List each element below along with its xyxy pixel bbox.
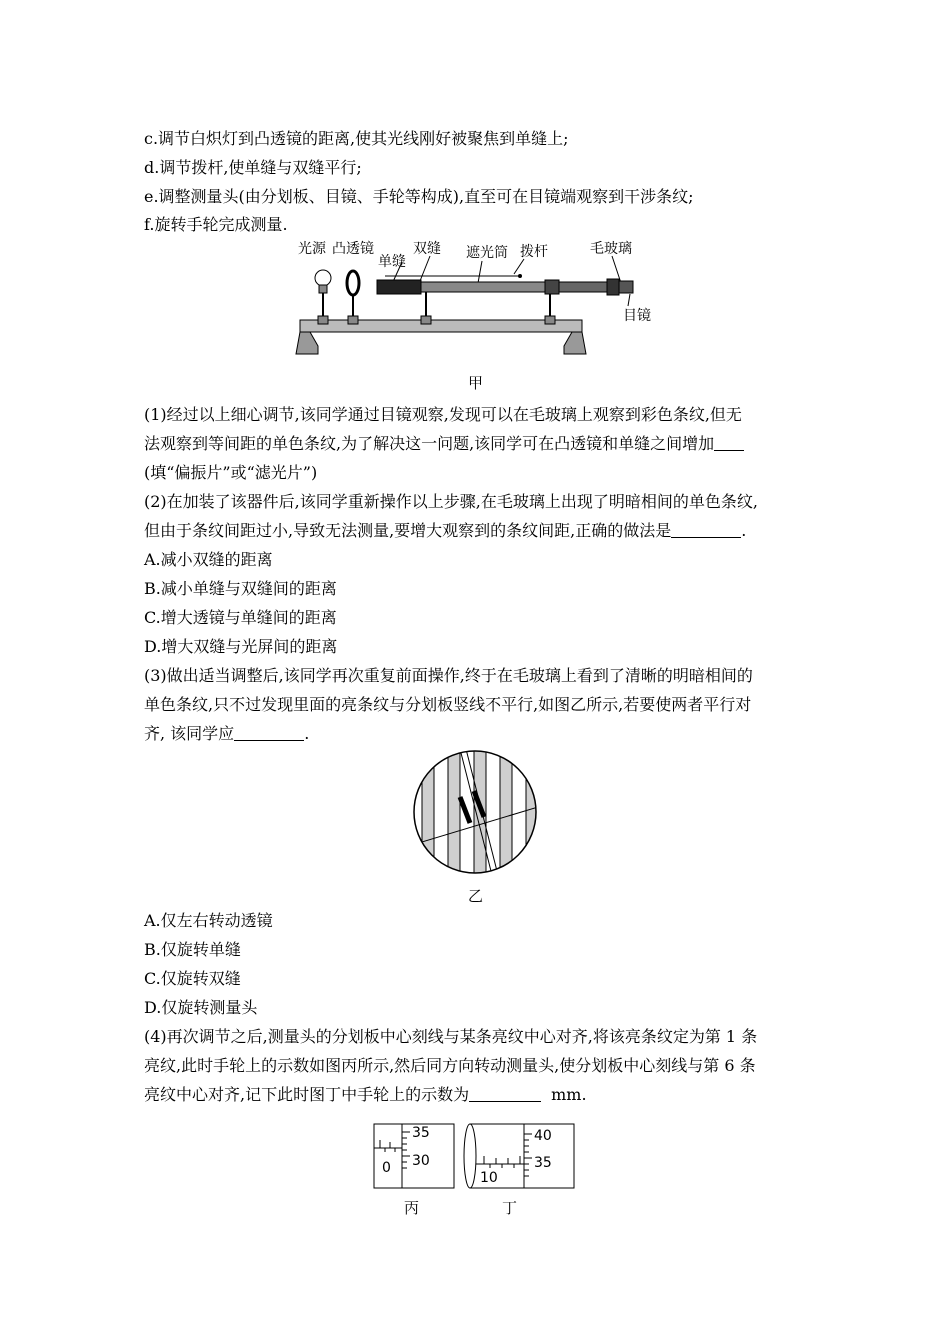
bing-main-scale: 0: [382, 1160, 391, 1176]
optical-rail-icon: [296, 316, 586, 354]
label-convex-lens: 凸透镜: [332, 241, 374, 257]
figure-jia-apparatus: [290, 236, 670, 366]
q4-line2: 亮纹,此时手轮上的示数如图丙所示,然后同方向转动测量头,使分划板中心刻线与第 6 条: [144, 1056, 756, 1075]
q3-line2: 单色条纹,只不过发现里面的亮条纹与分划板竖线不平行,如图乙所示,若要使两者平行对: [144, 695, 752, 714]
step-d: d.调节拨杆,使单缝与双缝平行;: [144, 158, 362, 177]
q4-line3: 亮纹中心对齐,记下此时图丁中手轮上的示数为 mm.: [144, 1085, 587, 1104]
figure-ding-micrometer: [460, 1120, 580, 1195]
bulb-icon: [315, 270, 331, 320]
q1-line3: (填“偏振片”或“滤光片”): [144, 463, 318, 482]
figure-bing-caption: 丙: [404, 1199, 420, 1217]
label-single-slit: 单缝: [378, 254, 406, 270]
q2-option-d: D.增大双缝与光屏间的距离: [144, 637, 338, 656]
ding-vernier-top: 40: [534, 1128, 552, 1144]
q3-line3: 齐, 该同学应 .: [144, 724, 310, 743]
q1-line1: (1)经过以上细心调节,该同学通过目镜观察,发现可以在毛玻璃上观察到彩色条纹,但无: [144, 405, 742, 424]
q2-line1: (2)在加装了该器件后,该同学重新操作以上步骤,在毛玻璃上出现了明暗相间的单色条纹,: [144, 492, 758, 511]
q3-option-a: A.仅左右转动透镜: [144, 911, 273, 930]
figure-yi-fringes: [412, 749, 538, 875]
q4-answer-blank[interactable]: [469, 1085, 541, 1102]
q3-line1: (3)做出适当调整后,该同学再次重复前面操作,终于在毛玻璃上看到了清晰的明暗相间的: [144, 666, 753, 685]
bing-vernier-bottom: 30: [412, 1153, 430, 1169]
q3-option-c: C.仅旋转双缝: [144, 969, 241, 988]
shade-tube-icon: [377, 274, 633, 320]
figure-bing-micrometer: [368, 1120, 464, 1195]
figure-jia-caption: 甲: [468, 374, 484, 392]
label-double-slit: 双缝: [413, 241, 441, 257]
step-e: e.调整测量头(由分划板、目镜、手轮等构成),直至可在目镜端观察到干涉条纹;: [144, 187, 694, 206]
step-f: f.旋转手轮完成测量.: [144, 215, 288, 234]
ding-vernier-bottom: 35: [534, 1155, 552, 1171]
q2-option-a: A.减小双缝的距离: [144, 550, 273, 569]
q3-answer-blank[interactable]: [234, 724, 304, 741]
q3-option-b: B.仅旋转单缝: [144, 940, 241, 959]
q2-option-b: B.减小单缝与双缝间的距离: [144, 579, 337, 598]
lens-icon: [347, 271, 359, 320]
q1-line2: 法观察到等间距的单色条纹,为了解决这一问题,该同学可在凸透镜和单缝之间增加: [144, 434, 814, 454]
bing-vernier-top: 35: [412, 1125, 430, 1141]
q2-line2: 但由于条纹间距过小,导致无法测量,要增大观察到的条纹间距,正确的做法是 .: [144, 521, 747, 540]
label-lever: 拨杆: [520, 244, 548, 260]
ding-main-scale: 10: [480, 1170, 498, 1186]
label-shade-tube: 遮光筒: [466, 245, 508, 261]
step-c: c.调节白炽灯到凸透镜的距离,使其光线刚好被聚焦到单缝上;: [144, 129, 569, 148]
q2-answer-blank[interactable]: [671, 521, 741, 538]
label-ground-glass: 毛玻璃: [590, 241, 632, 257]
label-eyepiece: 目镜: [623, 308, 651, 324]
q2-option-c: C.增大透镜与单缝间的距离: [144, 608, 337, 627]
q3-option-d: D.仅旋转测量头: [144, 998, 258, 1017]
label-light-source: 光源: [298, 241, 326, 257]
figure-ding-caption: 丁: [502, 1199, 518, 1217]
figure-yi-caption: 乙: [468, 887, 484, 905]
q4-line1: (4)再次调节之后,测量头的分划板中心刻线与某条亮纹中心对齐,将该亮条纹定为第 1 条: [144, 1027, 758, 1046]
q1-answer-blank[interactable]: [714, 434, 744, 451]
